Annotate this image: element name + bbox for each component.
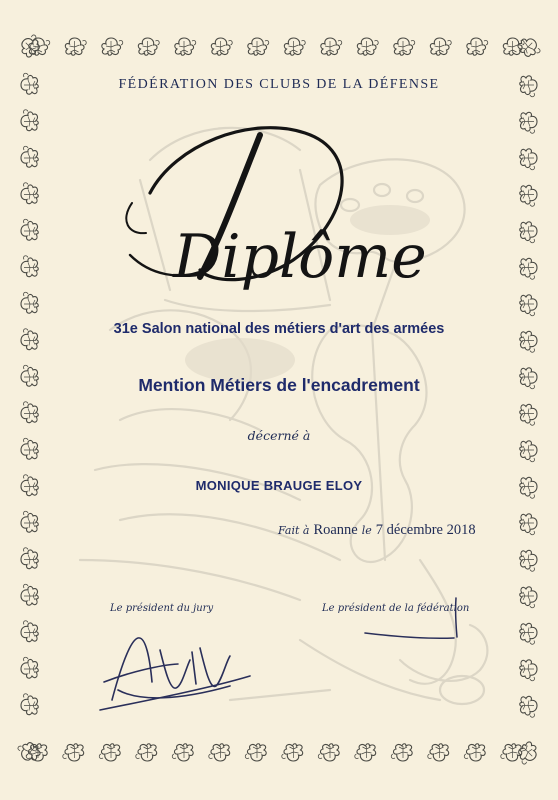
recipient-name: MONIQUE BRAUGE ELOY	[195, 478, 363, 493]
awarded-to-label: décerné à	[247, 428, 311, 443]
issue-date-prefix: le	[361, 524, 372, 537]
jury-president-label: Le président du jury	[110, 603, 214, 614]
issue-prefix: Fait à	[278, 524, 310, 537]
award-mention: Mention Métiers de l'encadrement	[138, 375, 420, 395]
federation-president-label: Le président de la fédération	[322, 603, 470, 614]
diploma-title: Diplôme	[173, 222, 427, 292]
issue-place: Roanne	[313, 522, 358, 538]
federation-signature	[365, 598, 457, 638]
jury-signature	[100, 638, 250, 710]
issue-date: 7 décembre 2018	[375, 522, 476, 538]
federation-header: FÉDÉRATION DES CLUBS DE LA DÉFENSE	[118, 77, 440, 92]
event-subtitle: 31e Salon national des métiers d'art des armées	[113, 321, 445, 337]
